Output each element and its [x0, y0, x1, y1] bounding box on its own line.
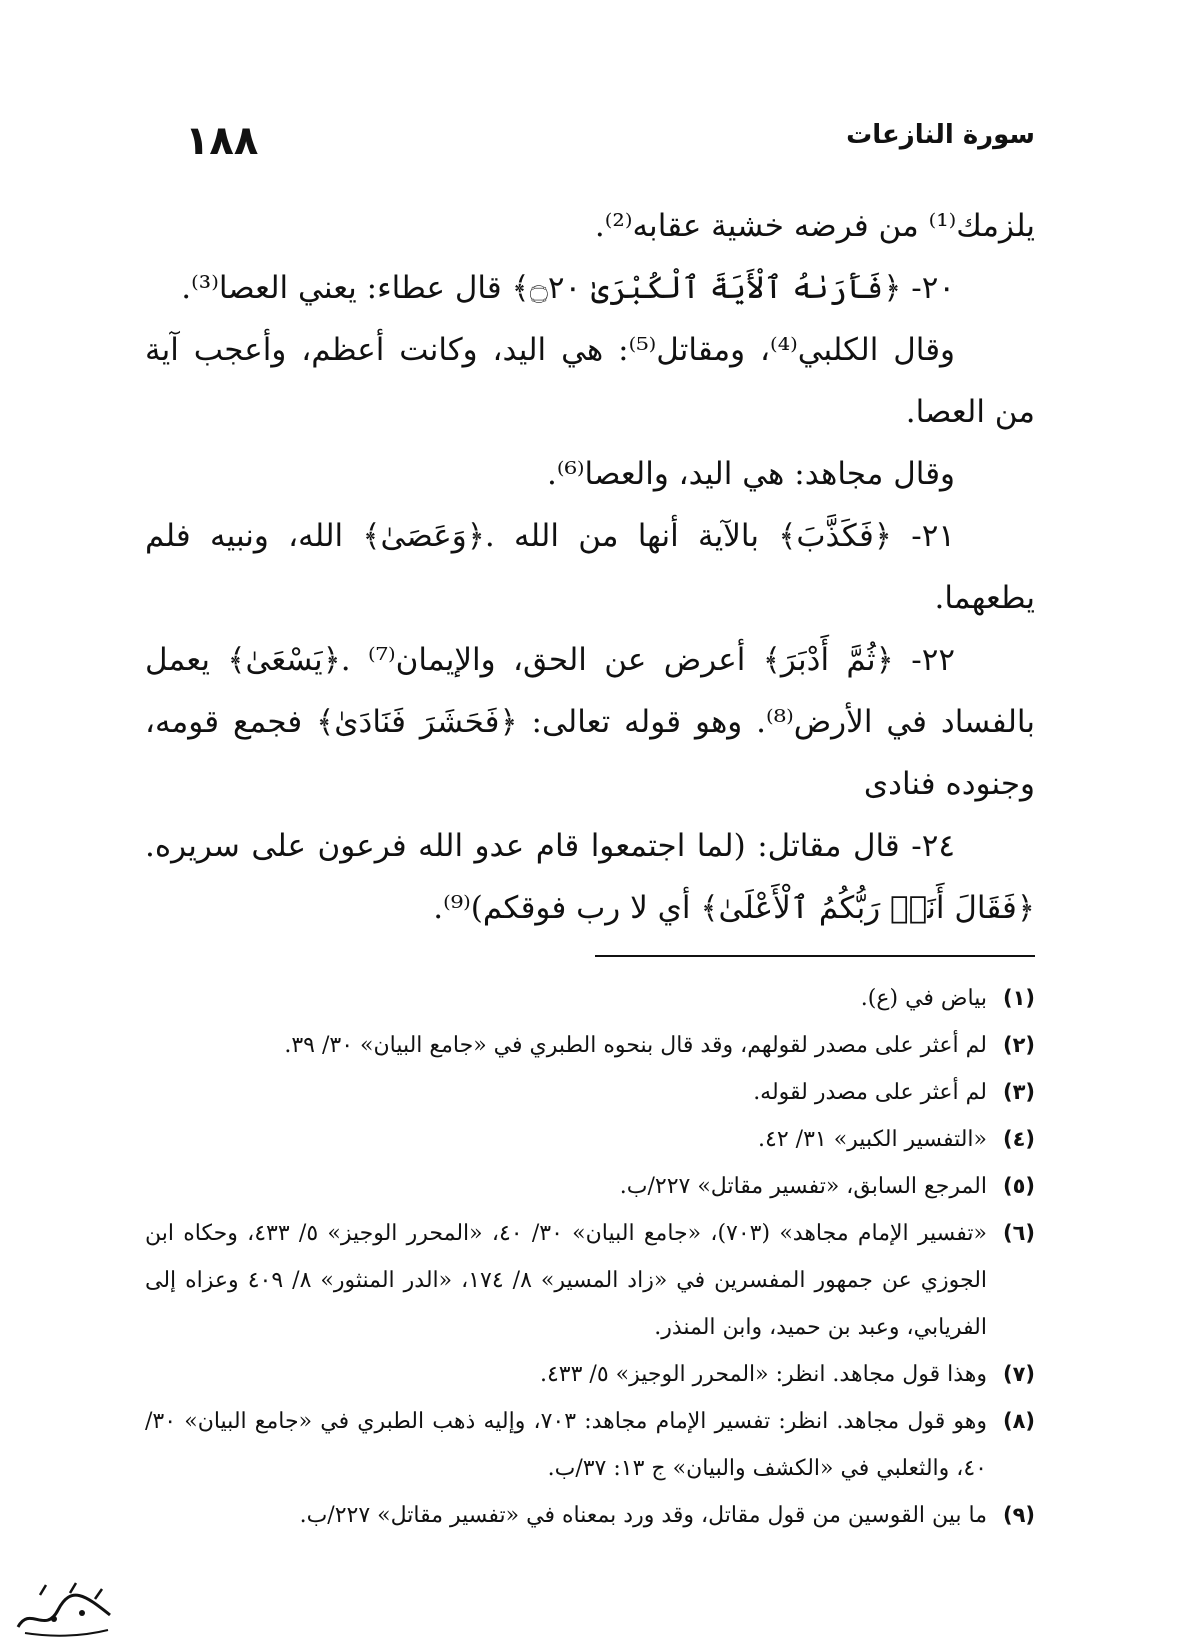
footnote: [145, 1351, 1035, 1398]
footnote-text: وهو قول مجاهد. انظر: تفسير الإمام مجاهد: ٧٠٣، وإليه ذهب الطبري في «جامع البيان» ٣٠/ ٤٠، والثعلبي في «الكشف والبيان» ج ١٣: ٣٧/ب.: [145, 1409, 988, 1481]
paragraph: ٢١- ﴿فَكَذَّبَ﴾ بالآية أنها من الله .﴿وَعَصَىٰ﴾ الله، ونبيه فلم يطعهما.: [145, 518, 1035, 616]
main-text: [145, 195, 1035, 939]
paragraph: يلزمك⁽¹⁾ من فرضه خشية عقابه⁽²⁾.: [594, 208, 1035, 244]
footnote-text: ما بين القوسين من قول مقاتل، وقد ورد بمعناه في «تفسير مقاتل» ٢٢٧/ب.: [299, 1503, 987, 1528]
footnote-text: «تفسير الإمام مجاهد» (٧٠٣)، «جامع البيان» ٣٠/ ٤٠، «المحرر الوجيز» ٥/ ٤٣٣، وحكاه ابن الجوزي عن جمهور المفسرين في «زاد المسير» ٨/ ١٧٤، «الدر المنثور» ٨/ ٤٠٩ وعزاه إلى الفريابي، وعبد بن حميد، وابن المنذر.: [145, 1221, 988, 1340]
publisher-logo-icon: [10, 1575, 120, 1645]
footnote-divider: [595, 955, 1035, 957]
footnote-text: لم أعثر على مصدر لقوله.: [753, 1080, 987, 1105]
footnote-text: المرجع السابق، «تفسير مقاتل» ٢٢٧/ب.: [619, 1174, 987, 1199]
paragraph: وقال الكلبي⁽⁴⁾، ومقاتل⁽⁵⁾: هي اليد، وكانت أعظم، وأعجب آية من العصا.: [145, 332, 1035, 430]
paragraph: ٢٠- ﴿فَأَرَىٰهُ ٱلْأَيَةَ ٱلْكُبْرَىٰ ۝٢٠﴾ قال عطاء: يعني العصا⁽³⁾.: [181, 270, 955, 306]
footnote: [145, 1163, 1035, 1210]
page-number: ١٨٨: [185, 118, 259, 164]
footnote-number: (٣): [1002, 1080, 1035, 1104]
footnote: [145, 975, 1035, 1022]
page-header: [185, 118, 1035, 178]
footnote-number: (١): [1002, 986, 1035, 1010]
footnote-number: (٨): [1002, 1409, 1035, 1433]
footnote-number: (٧): [1002, 1362, 1035, 1386]
footnote: [145, 1492, 1035, 1539]
footnote-number: (٤): [1002, 1127, 1035, 1151]
footnote: [145, 1210, 1035, 1351]
footnote: [145, 1069, 1035, 1116]
paragraph: ٢٤- قال مقاتل: (لما اجتمعوا قام عدو الله فرعون على سريره. ﴿فَقَالَ أَنَا۠ رَبُّكُمُ ٱلْأَعْلَىٰ﴾ أي لا رب فوقكم)⁽⁹⁾.: [145, 828, 1035, 926]
publisher-logo-icon: [10, 1575, 120, 1645]
paragraph: ٢٢- ﴿ثُمَّ أَدْبَرَ﴾ أعرض عن الحق، والإيمان⁽⁷⁾ .﴿يَسْعَىٰ﴾ يعمل بالفساد في الأرض⁽⁸⁾. وهو قوله تعالى: ﴿فَحَشَرَ فَنَادَىٰ﴾ فجمع قومه، وجنوده فنادى: [145, 642, 1036, 802]
footnote-text: «التفسير الكبير» ٣١/ ٤٢.: [758, 1127, 987, 1152]
footnote: [145, 1022, 1035, 1069]
footnote: [145, 1398, 1035, 1492]
footnote-text: وهذا قول مجاهد. انظر: «المحرر الوجيز» ٥/ ٤٣٣.: [539, 1362, 987, 1387]
footnote-text: لم أعثر على مصدر لقولهم، وقد قال بنحوه الطبري في «جامع البيان» ٣٠/ ٣٩.: [284, 1033, 987, 1058]
footnote-number: (٢): [1002, 1033, 1035, 1057]
footnotes: [145, 975, 1035, 1539]
footnote-text: بياض في (ع).: [860, 986, 987, 1011]
footnote-number: (٦): [1002, 1221, 1035, 1245]
footnote-number: (٩): [1002, 1503, 1035, 1527]
footnote: [145, 1116, 1035, 1163]
running-title: سورة النازعات: [846, 120, 1035, 150]
footnote-number: (٥): [1002, 1174, 1035, 1198]
paragraph: وقال مجاهد: هي اليد، والعصا⁽⁶⁾.: [546, 456, 955, 492]
